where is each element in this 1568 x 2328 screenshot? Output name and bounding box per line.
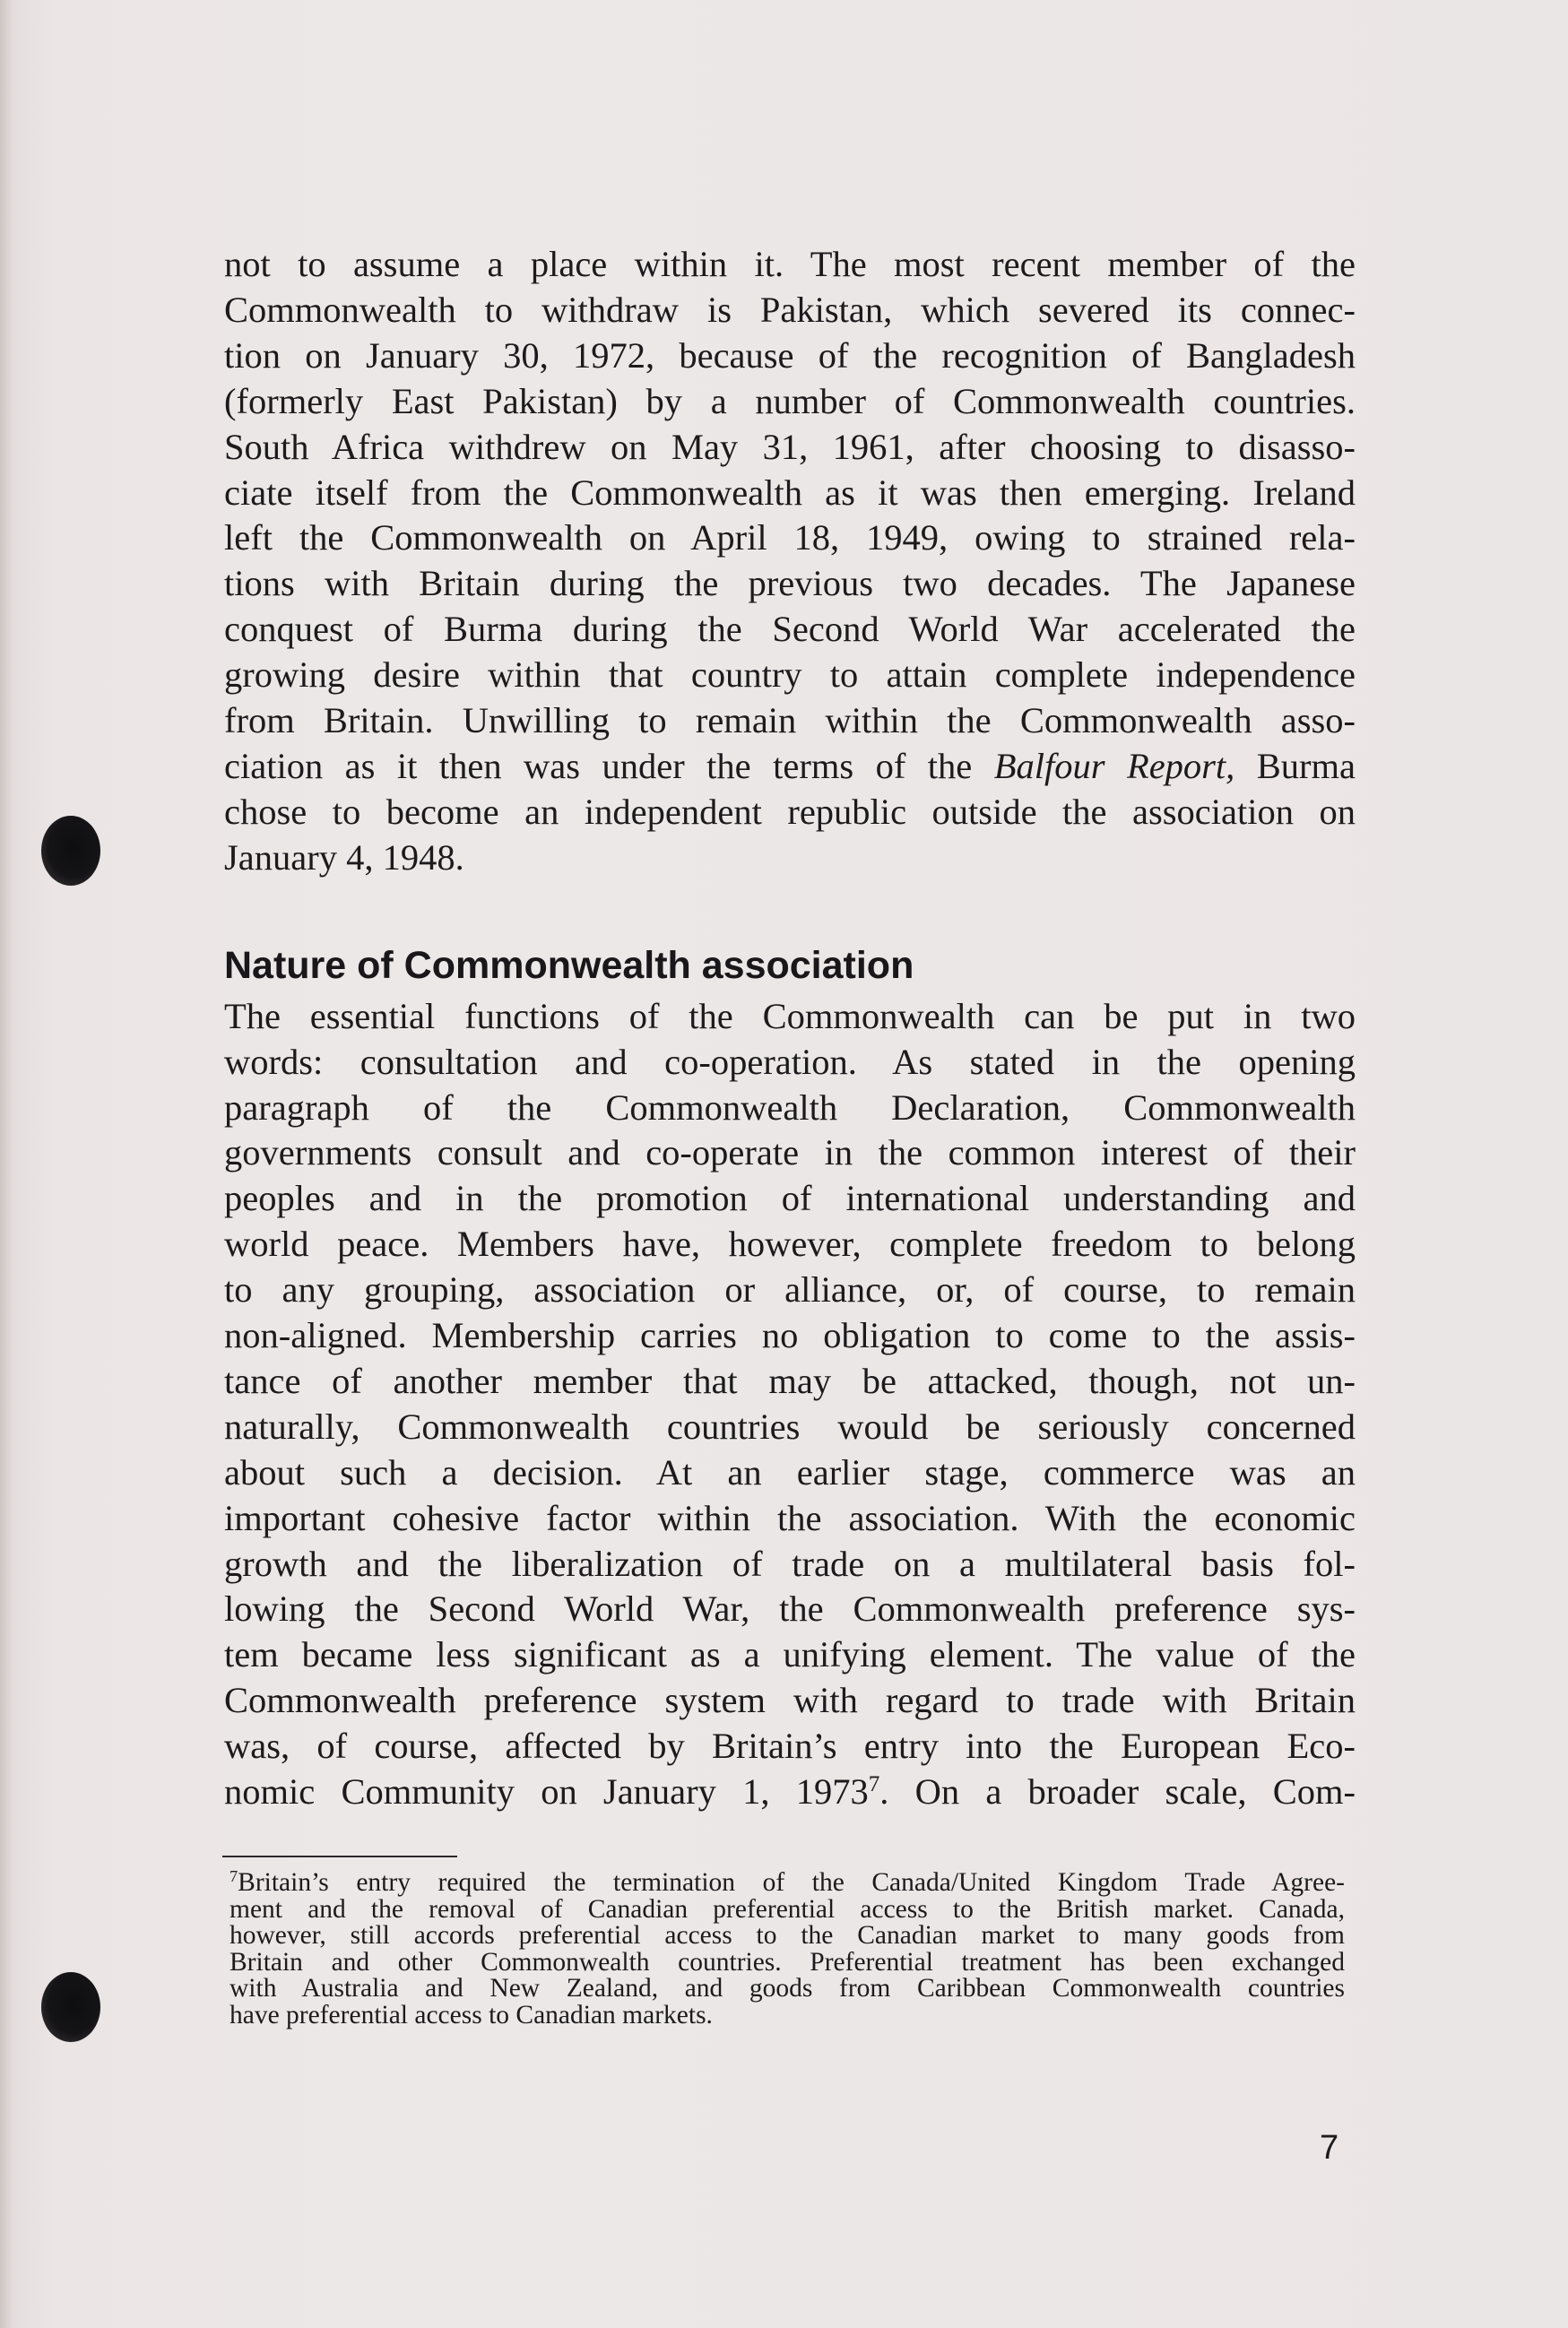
text-line: tions with Britain during the previous two decades. The Japanese	[224, 563, 1356, 604]
text-line: tem became less significant as a unifying element. The value of the	[224, 1634, 1356, 1675]
text-line: The essential functions of the Commonwealth can be put in two	[224, 995, 1356, 1036]
text-segment: ciation as it then was under the terms of the	[224, 745, 973, 786]
footnote-line: have preferential access to Canadian markets.	[230, 2000, 713, 2029]
text-line: South Africa withdrew on May 31, 1961, after choosing to disasso-	[224, 426, 1356, 467]
text-line: world peace. Members have, however, complete freedom to belong	[224, 1224, 1356, 1265]
footnote-divider	[222, 1856, 457, 1857]
text-line: tance of another member that may be attacked, though, not un-	[224, 1360, 1356, 1401]
text-line: (formerly East Pakistan) by a number of Commonwealth countries.	[224, 380, 1356, 421]
text-line-with-footnote-ref	[224, 1770, 1356, 1815]
text-line: growth and the liberalization of trade on a multilateral basis fol-	[224, 1543, 1356, 1584]
text-line: January 4, 1948.	[224, 836, 464, 878]
binding-edge	[0, 0, 13, 2328]
text-segment: Britain’s entry required the termination of the Canada/United Kingdom Trade Agree-	[238, 1868, 1345, 1897]
text-line: peoples and in the promotion of international understanding and	[224, 1178, 1356, 1219]
text-line: paragraph of the Commonwealth Declaration, Commonwealth	[224, 1086, 1356, 1128]
text-line: about such a decision. At an earlier stage, commerce was an	[224, 1451, 1356, 1493]
paragraph-withdrawals	[224, 242, 1356, 881]
text-line-balfour	[224, 744, 1356, 790]
footnote-line	[230, 1866, 1345, 1897]
text-segment: Burma	[1256, 745, 1356, 786]
paragraph-nature	[224, 994, 1356, 1815]
text-line: Commonwealth preference system with regard to trade with Britain	[224, 1680, 1356, 1721]
footnote-reference: 7	[868, 1772, 880, 1797]
text-line: tion on January 30, 1972, because of the recognition of Bangladesh	[224, 334, 1356, 376]
text-line: naturally, Commonwealth countries would be seriously concerned	[224, 1406, 1356, 1447]
text-line: governments consult and co-operate in the common interest of their	[224, 1132, 1356, 1173]
section-heading: Nature of Commonwealth association	[224, 943, 914, 987]
body-text	[224, 242, 1356, 1815]
text-line: left the Commonwealth on April 18, 1949, owing to strained rela-	[224, 517, 1356, 558]
text-line: growing desire within that country to attain complete independence	[224, 654, 1356, 696]
text-line: lowing the Second World War, the Commonwealth preference sys-	[224, 1588, 1356, 1630]
punch-hole-bottom	[41, 1972, 100, 2042]
text-line: was, of course, affected by Britain’s entry into the European Eco-	[224, 1726, 1356, 1767]
punch-hole-top	[41, 816, 100, 886]
text-line: Commonwealth to withdraw is Pakistan, which severed its connec-	[224, 289, 1356, 330]
italic-title-balfour-report: Balfour Report,	[993, 745, 1235, 786]
text-line: important cohesive factor within the association. With the economic	[224, 1497, 1356, 1538]
footnote-line: however, still accords preferential access to the Canadian market to many goods from	[230, 1921, 1345, 1950]
text-line: chose to become an independent republic outside the association on	[224, 791, 1356, 832]
text-line: ciate itself from the Commonwealth as it was then emerging. Ireland	[224, 472, 1356, 513]
text-line: not to assume a place within it. The most recent member of the	[224, 244, 1356, 284]
text-line: conquest of Burma during the Second World War accelerated the	[224, 609, 1356, 650]
text-line: to any grouping, association or alliance, or, of course, to remain	[224, 1269, 1356, 1311]
footnote-line: with Australia and New Zealand, and goods from Caribbean Commonwealth countries	[230, 1974, 1345, 2003]
footnote-line: ment and the removal of Canadian preferential access to the British market. Canada,	[230, 1894, 1345, 1924]
text-line: non-aligned. Membership carries no obligation to come to the assis-	[224, 1315, 1356, 1356]
footnote-marker: 7	[230, 1866, 238, 1885]
text-line: from Britain. Unwilling to remain within the Commonwealth asso-	[224, 700, 1356, 741]
text-line: words: consultation and co-operation. As stated in the opening	[224, 1041, 1356, 1082]
text-segment: . On a broader scale, Com-	[879, 1771, 1356, 1813]
footnote-line: Britain and other Commonwealth countries. Preferential treatment has been exchanged	[230, 1947, 1345, 1977]
text-segment: nomic Community on January 1, 1973	[224, 1771, 869, 1813]
footnote	[230, 1866, 1345, 2029]
page-number: 7	[1320, 2129, 1339, 2167]
